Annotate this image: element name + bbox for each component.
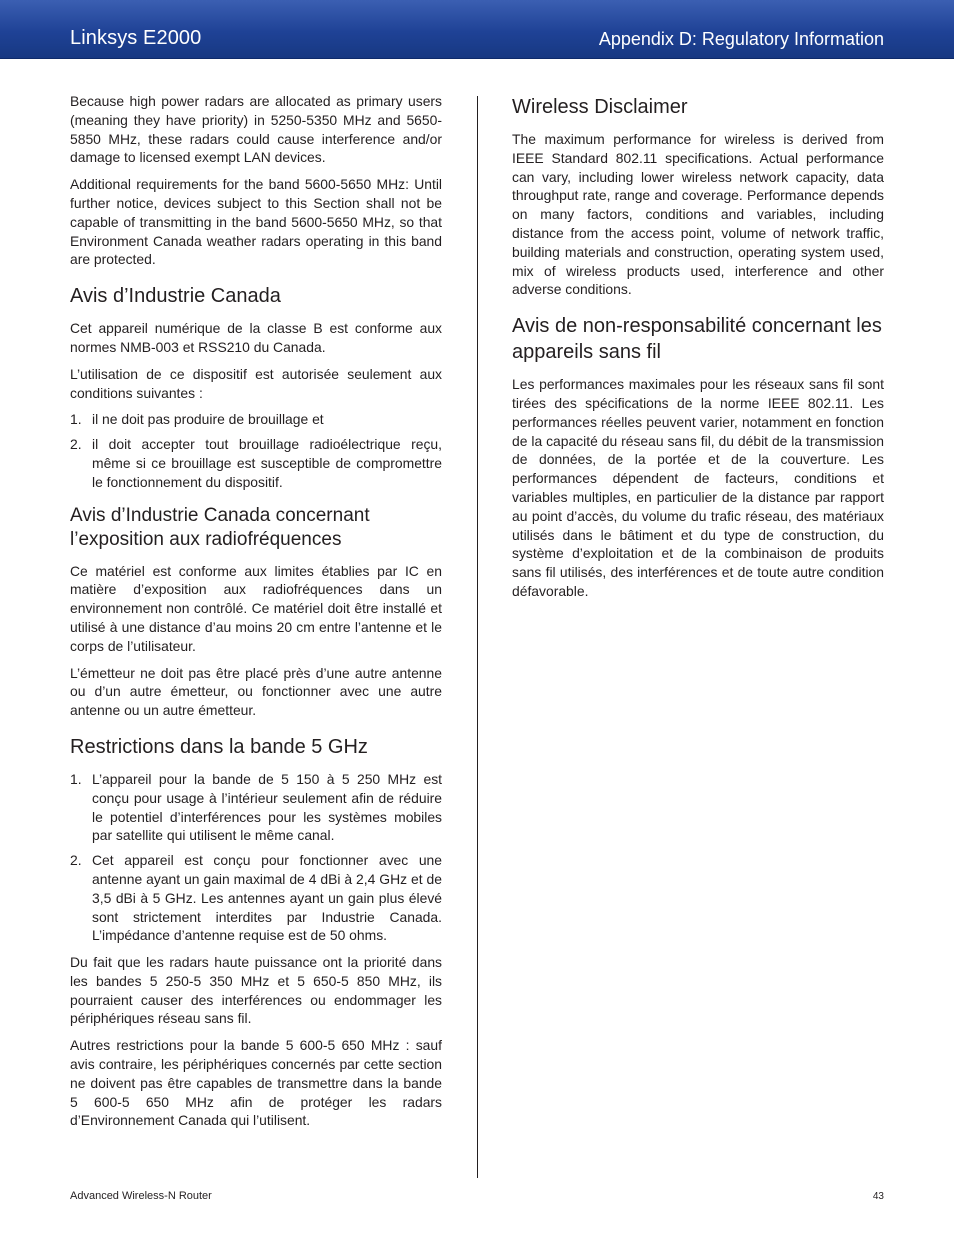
paragraph: Because high power radars are allocated as primary users (meaning they have priority) in 5250-5350 MHz and 5650-5850 MHz, these radars could cause interference and/or damage to licensed exempt LAN devices. (70, 93, 442, 166)
paragraph: L’émetteur ne doit pas être placé près d’une autre antenne ou d’un autre émetteur, ou fonctionner avec une autre antenne ou un autre émetteur. (70, 664, 442, 719)
paragraph: Ce matériel est conforme aux limites établies par IC en matière d’exposition aux radiofréquences dans un environnement non contrôlé. Ce matériel doit être installé et utilisé à une distance d’au moins 20 cm entre l’antenne et le corps de l’utilisateur. (70, 562, 442, 654)
product-title: Linksys E2000 (70, 27, 202, 49)
list-number: 1. (70, 770, 82, 787)
heading-avis-industrie-canada: Avis d’Industrie Canada (70, 285, 281, 308)
right-column (512, 94, 884, 609)
paragraph: Autres restrictions pour la bande 5 600-5 650 MHz : sauf avis contraire, les périphériques concernés par cette section ne doivent pas être capables de transmettre dans la bande 5 600-5 650 MHz afin de protéger les radars d’Environnement Canada qui l’utilisent. (70, 1037, 442, 1129)
list-text: L’appareil pour la bande de 5 150 à 5 250 MHz est conçu pour usage à l’intérieur seulement afin de réduire le potentiel d’interférences pour les systèmes mobiles par satellite qui utilisent le même canal. (92, 770, 442, 844)
paragraph: Du fait que les radars haute puissance ont la priorité dans les bandes 5 250-5 350 MHz et 5 650-5 850 MHz, ils pourraient causer des interférences ou endommager les périphériques réseau sans fil. (70, 954, 442, 1027)
list-item (70, 770, 442, 845)
list-number: 1. (70, 411, 82, 428)
heading-wireless-disclaimer: Wireless Disclaimer (512, 96, 688, 118)
heading-avis-non-responsabilite: Avis de non-responsabilité concernant les appareils sans fil (512, 315, 882, 364)
list-item (70, 435, 442, 491)
list-text: il doit accepter tout brouillage radioélectrique reçu, même si ce brouillage est susceptible de compromettre le fonctionnement du dispositif. (92, 436, 442, 490)
heading-exposition: Avis d’Industrie Canada concernant l’exposition aux radiofréquences (70, 504, 370, 550)
section-title: Appendix D: Regulatory Information (598, 29, 884, 49)
list-text: Cet appareil est conçu pour fonctionner avec une antenne ayant un gain maximal de 4 dBi à 2,4 GHz et de 3,5 dBi à 5 GHz. Les antennes ayant un gain plus élevé sont strictement interdites par Industrie Canada. L’impédance d’antenne requise est de 50 ohms. (92, 852, 442, 944)
column-divider (477, 96, 478, 1178)
left-column (70, 92, 442, 1138)
paragraph: Additional requirements for the band 5600-5650 MHz: Until further notice, devices subject to this Section shall not be capable of transmitting in the band 5600-5650 MHz, so that Environment Canada weather radars operating in this band are protected. (70, 176, 442, 268)
paragraph: L’utilisation de ce dispositif est autorisée seulement aux conditions suivantes : (70, 365, 442, 401)
restrictions-list (70, 770, 442, 945)
page-header (0, 0, 954, 59)
paragraph: Cet appareil numérique de la classe B est conforme aux normes NMB-003 et RSS210 du Canada. (70, 320, 442, 355)
footer-product-name: Advanced Wireless-N Router (70, 1190, 212, 1202)
paragraph: The maximum performance for wireless is derived from IEEE Standard 802.11 specifications. Actual performance can vary, including lower wireless network capacity, data throughput rate, range and coverage. Performance depends on many factors, conditions and variables, including distance from the access point, volume of network traffic, building materials and construction, operating system used, mix of wireless products used, interference and other adverse conditions. (512, 131, 884, 298)
list-text: il ne doit pas produire de brouillage et (92, 411, 324, 428)
list-item (70, 851, 442, 945)
conditions-list (70, 410, 442, 491)
heading-restrictions: Restrictions dans la bande 5 GHz (70, 735, 368, 758)
paragraph: Les performances maximales pour les réseaux sans fil sont tirées des spécifications de la norme IEEE 802.11. Les performances réelles peuvent varier, notamment en fonction de la capacité du réseau sans fil, du débit de la transmission de données, de la portée et de la couverture. Les performances dépendent de facteurs, conditions et variables multiples, en particulier de la distance par rapport au point d’accès, du volume du trafic réseau, des matériaux utilisés dans le bâtiment et du type de construction, du système d’exploitation et de la combinaison de produits sans fil utilisés, des interférences et de toute autre condition défavorable. (512, 376, 884, 599)
list-number: 2. (70, 852, 82, 869)
list-number: 2. (70, 436, 82, 453)
list-item (70, 410, 442, 429)
page-number: 43 (872, 1191, 884, 1202)
